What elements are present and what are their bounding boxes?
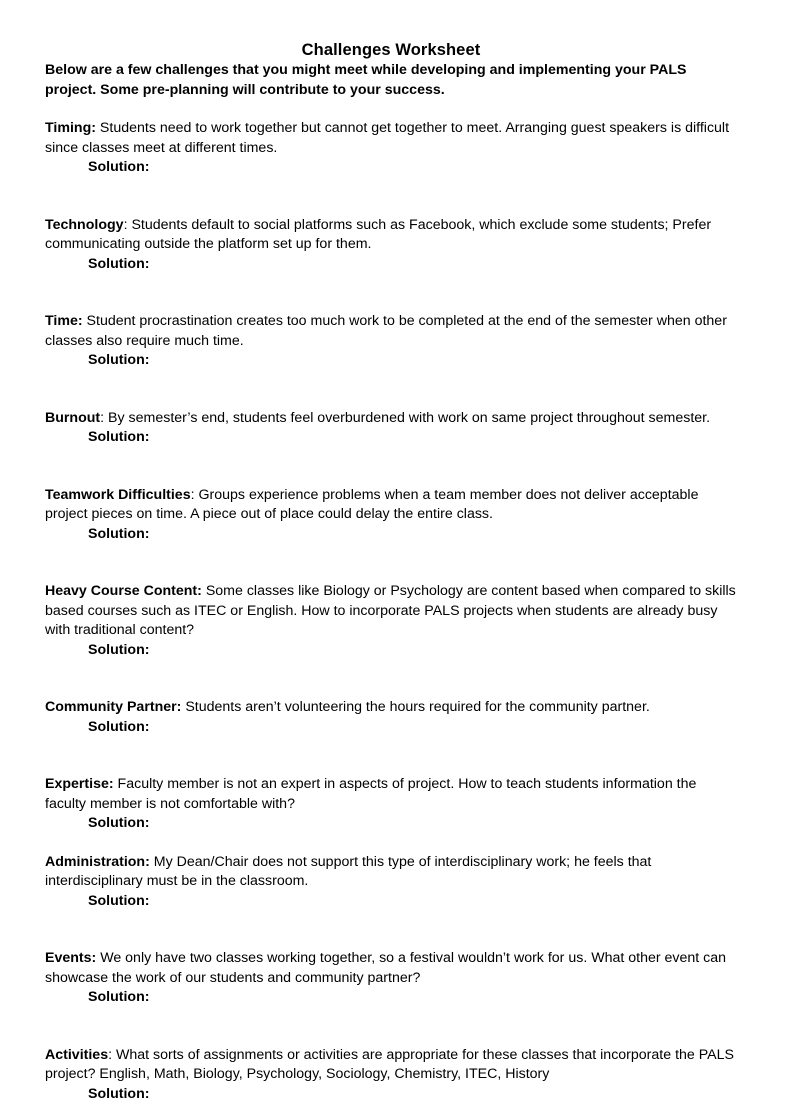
challenge-item-time [45, 312, 737, 371]
solution-label: Solution: [45, 1085, 737, 1104]
challenge-body: : Groups experience problems when a team member does not deliver acceptable project pieces on time. A piece out of place could delay the entire class. [45, 487, 698, 523]
challenge-text [45, 216, 737, 255]
challenge-text [45, 312, 737, 351]
challenge-body: : By semester’s end, students feel overburdened with work on same project throughout semester. [100, 410, 710, 426]
challenge-label: Expertise: [45, 776, 114, 792]
challenge-item-administration [45, 853, 737, 912]
challenge-label: Events: [45, 950, 96, 966]
spacer [45, 178, 737, 216]
challenge-label: Technology [45, 217, 124, 233]
challenge-text [45, 853, 737, 892]
challenge-body: Faculty member is not an expert in aspects of project. How to teach students information the faculty member is not comfortable with? [45, 776, 696, 812]
solution-label: Solution: [45, 718, 737, 738]
challenge-text [45, 949, 737, 988]
challenge-item-timing [45, 119, 737, 178]
challenge-label: Administration: [45, 854, 150, 870]
spacer [45, 911, 737, 949]
spacer [45, 834, 737, 853]
solution-label: Solution: [45, 351, 737, 371]
challenge-item-technology [45, 216, 737, 275]
document-body [45, 40, 737, 1104]
challenge-item-heavy-course-content [45, 582, 737, 660]
challenge-label: Timing: [45, 120, 96, 136]
challenge-text [45, 1046, 737, 1085]
solution-label: Solution: [45, 158, 737, 178]
challenge-text [45, 119, 737, 158]
solution-label: Solution: [45, 428, 737, 448]
challenge-body: : Students default to social platforms such as Facebook, which exclude some students; Prefer communicating outside the platform set up for them. [45, 217, 711, 253]
solution-label: Solution: [45, 988, 737, 1008]
challenge-label: Time: [45, 313, 83, 329]
solution-label: Solution: [45, 255, 737, 275]
challenge-text [45, 409, 737, 429]
challenge-item-burnout [45, 409, 737, 448]
solution-label: Solution: [45, 892, 737, 912]
spacer [45, 737, 737, 775]
solution-label: Solution: [45, 814, 737, 834]
solution-label: Solution: [45, 525, 737, 545]
spacer [45, 660, 737, 698]
challenge-item-expertise [45, 775, 737, 834]
challenge-body: Student procrastination creates too much work to be completed at the end of the semester when other classes also require much time. [45, 313, 727, 349]
spacer [45, 371, 737, 409]
challenge-item-community-partner [45, 698, 737, 737]
challenge-item-events [45, 949, 737, 1008]
challenge-label: Activities [45, 1047, 108, 1063]
challenge-text [45, 775, 737, 814]
spacer [45, 448, 737, 486]
challenge-body: Students aren’t volunteering the hours required for the community partner. [181, 699, 649, 715]
challenge-body: Students need to work together but cannot get together to meet. Arranging guest speakers is difficult since classes meet at different times. [45, 120, 729, 156]
page-title: Challenges Worksheet [45, 40, 737, 60]
spacer [45, 1008, 737, 1046]
challenge-text [45, 582, 737, 641]
spacer [45, 274, 737, 312]
challenge-item-teamwork-difficulties [45, 486, 737, 545]
challenge-label: Burnout [45, 410, 100, 426]
challenge-body: My Dean/Chair does not support this type of interdisciplinary work; he feels that interdisciplinary must be in the classroom. [45, 854, 651, 890]
challenge-text [45, 486, 737, 525]
challenge-text [45, 698, 737, 718]
solution-label: Solution: [45, 641, 737, 661]
challenge-label: Heavy Course Content: [45, 583, 202, 599]
intro-paragraph: Below are a few challenges that you might meet while developing and implementing your PALS project. Some pre-planning will contribute to your success. [45, 61, 737, 100]
spacer [45, 100, 737, 119]
challenge-label: Community Partner: [45, 699, 181, 715]
spacer [45, 544, 737, 582]
challenge-item-activities [45, 1046, 737, 1104]
challenge-body: : What sorts of assignments or activities are appropriate for these classes that incorporate the PALS project? English, Math, Biology, Psychology, Sociology, Chemistry, ITEC, History [45, 1047, 734, 1083]
challenge-body: Some classes like Biology or Psychology are content based when compared to skills based courses such as ITEC or English. How to incorporate PALS projects when students are already busy with traditional content? [45, 583, 736, 638]
challenge-label: Teamwork Difficulties [45, 487, 191, 503]
challenge-body: We only have two classes working together, so a festival wouldn’t work for us. What other event can showcase the work of our students and community partner? [45, 950, 726, 986]
